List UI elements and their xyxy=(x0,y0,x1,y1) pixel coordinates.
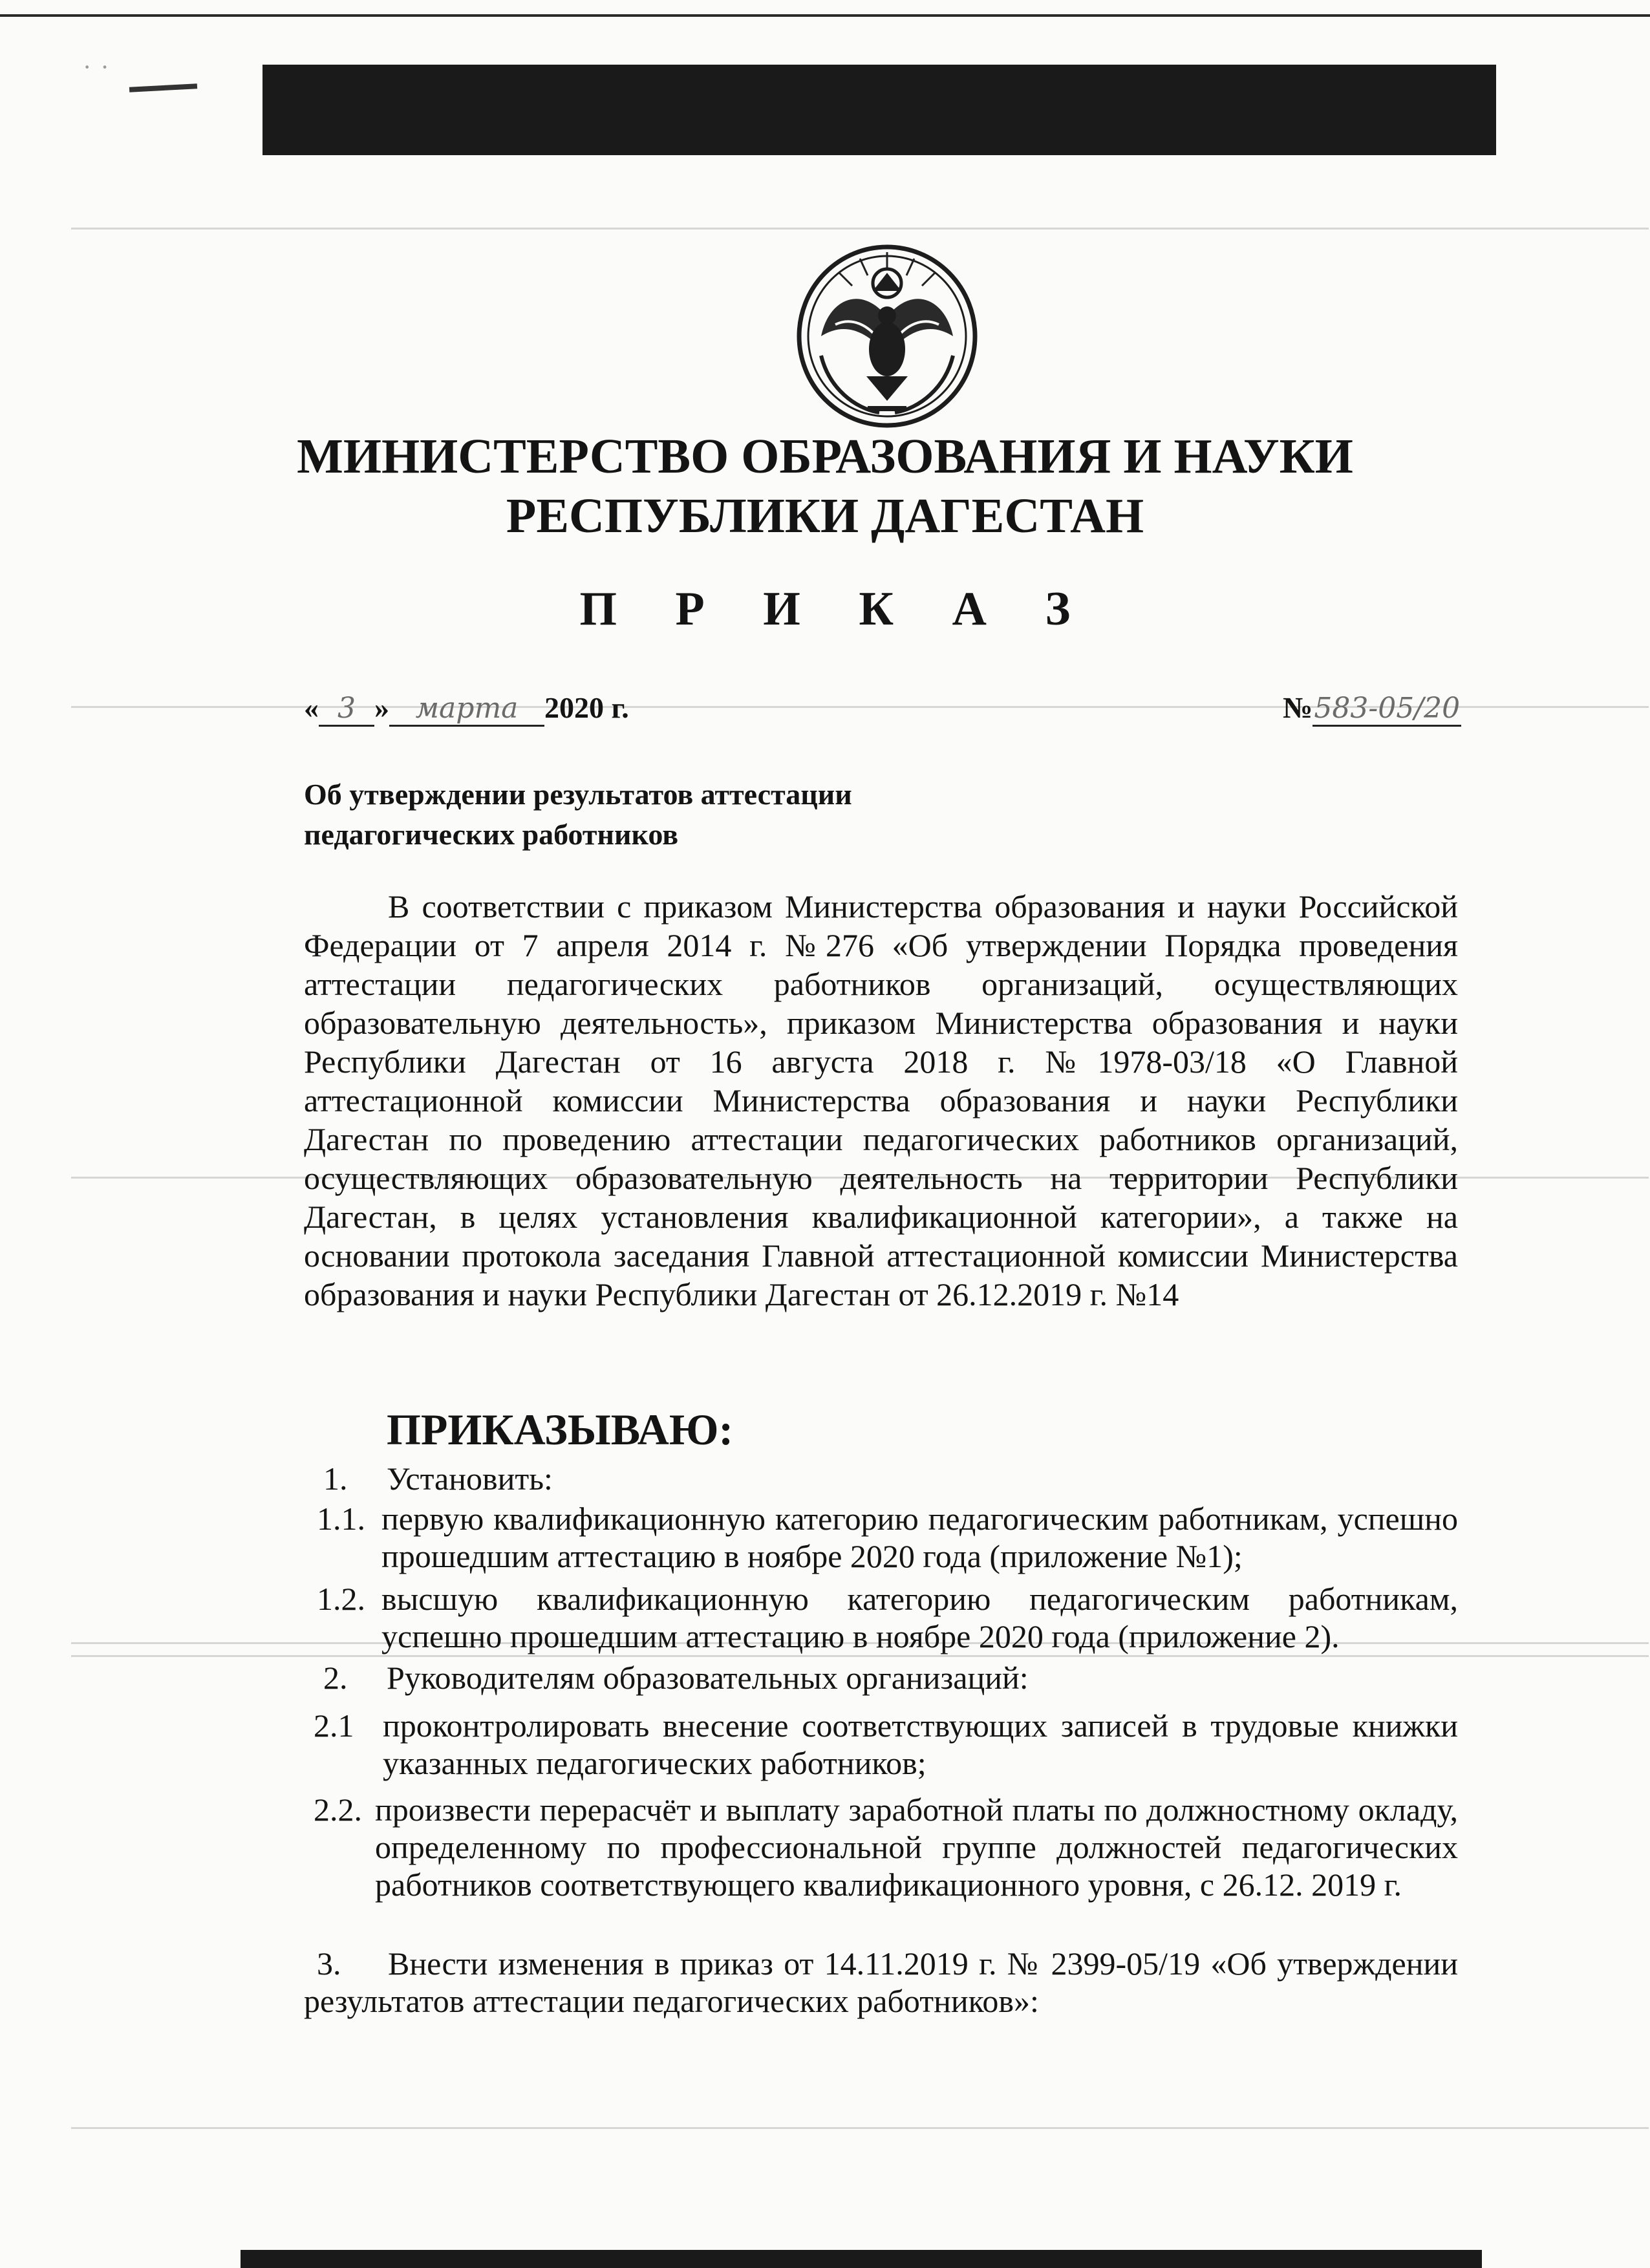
date-close-quote: » xyxy=(374,691,389,724)
list-item-text: Внести изменения в приказ от 14.11.2019 г. № 2399-05/19 «Об утверждении результатов аттестации педагогических работников»: xyxy=(304,1945,1458,2019)
scan-faint-line xyxy=(71,228,1649,230)
list-item-text: высшую квалификационную категорию педагогическим работникам, успешно прошедшим аттестацию в ноябре 2020 года (приложение 2). xyxy=(381,1581,1458,1654)
order-subject xyxy=(304,775,852,855)
scan-mark xyxy=(129,83,197,92)
ministry-title xyxy=(0,427,1650,546)
scan-speck: ·· xyxy=(83,52,118,81)
preamble-paragraph: В соответствии с приказом Министерства образования и науки Российской Федерации от 7 апреля 2014 г. №276 «Об утверждении Порядка проведения аттестации педагогических работников организаций, осуществляющих образовательную деятельность», приказом Министерства образования и науки Республики Дагестан от 16 августа 2018 г. №1978-03/18 «О Главной аттестационной комиссии Министерства образования и науки Республики Дагестан по проведению аттестации педагогических работников организаций, осуществляющих образовательную деятельность на территории Республики Дагестан, в целях установления квалификационной категории», а также на основании протокола заседания Главной аттестационной комиссии Министерства образования и науки Республики Дагестан от 26.12.2019 г. №14 xyxy=(304,888,1458,1312)
redaction-bar-top xyxy=(262,65,1496,155)
scan-faint-line xyxy=(71,1655,1649,1657)
list-item-number: 2.1 xyxy=(314,1707,354,1744)
scan-faint-line xyxy=(71,2127,1649,2129)
order-title: П Р И К А З xyxy=(579,583,1094,636)
ministry-title-line-2: РЕСПУБЛИКИ ДАГЕСТАН xyxy=(506,489,1144,543)
list-item-number: 2. xyxy=(323,1660,348,1696)
orders-heading: ПРИКАЗЫВАЮ: xyxy=(387,1405,734,1454)
list-item-number: 1.2. xyxy=(317,1581,365,1617)
dagestan-emblem-icon xyxy=(790,239,984,433)
date-month: марта xyxy=(389,692,544,727)
list-item xyxy=(310,1460,1458,1497)
scan-edge-line xyxy=(0,14,1650,17)
date-year: 2020 г. xyxy=(544,691,629,724)
list-item-number: 3. xyxy=(317,1945,341,1982)
list-item-text: Установить: xyxy=(387,1460,553,1497)
list-item xyxy=(310,1707,1458,1782)
subject-line-1: Об утверждении результатов аттестации xyxy=(304,778,852,811)
number-prefix: № xyxy=(1283,691,1313,724)
list-item-text: проконтролировать внесение соответствующих записей в трудовые книжки указанных педагогических работников; xyxy=(383,1707,1458,1781)
list-item xyxy=(310,1500,1458,1575)
date-open-quote: « xyxy=(304,691,319,724)
list-item-number: 1.1. xyxy=(317,1501,365,1537)
list-item-text: произвести перерасчёт и выплату заработной платы по должностному окладу, определенному по профессиональной группе должностей педагогических работников соответствующего квалификационного уровня, с 26.12. 2019 г. xyxy=(375,1792,1458,1903)
redaction-bar-bottom xyxy=(241,2250,1482,2268)
number-value: 583-05/20 xyxy=(1312,692,1461,727)
date-day: 3 xyxy=(319,692,374,727)
order-date xyxy=(304,690,629,727)
list-item-number: 2.2. xyxy=(314,1792,362,1828)
list-item xyxy=(310,1791,1458,1903)
list-item xyxy=(310,1659,1458,1696)
list-item-number: 1. xyxy=(323,1460,348,1497)
list-item xyxy=(304,1945,1458,2020)
ministry-title-line-1: МИНИСТЕРСТВО ОБРАЗОВАНИЯ И НАУКИ xyxy=(297,429,1353,484)
list-item-text: Руководителям образовательных организаций: xyxy=(387,1660,1029,1696)
list-item-text: первую квалификационную категорию педагогическим работникам, успешно прошедшим аттестацию в ноябре 2020 года (приложение №1); xyxy=(381,1501,1458,1574)
subject-line-2: педагогических работников xyxy=(304,818,679,851)
list-item xyxy=(310,1580,1458,1655)
order-number xyxy=(1283,690,1461,727)
